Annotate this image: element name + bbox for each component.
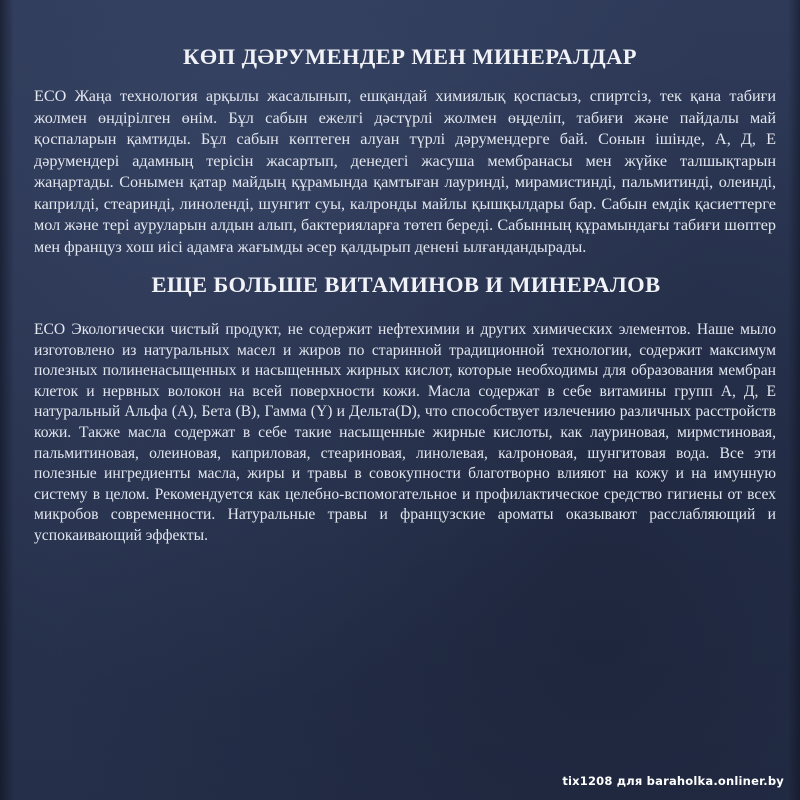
left-edge-shadow — [0, 0, 14, 800]
watermark-text: tix1208 для baraholka.onliner.by — [562, 774, 784, 788]
paragraph-russian: ЕСО Экологически чистый продукт, не содержит нефтехимии и других химических элементов. Наше мыло изготовлено из натуральных масел и жиров по старинной традиционной технологии, содержит максимум полезных полиненасыщенных и насыщенных жирных кислот, которые необходимы для образования мембран клеток и нервных волокон на всей поверхности кожи. Масла содержат в себе витамины групп А, Д, Е натуральный Альфа (А), Бета (В), Гамма (Y) и Дельта(D), что способствует излечению различных расстройств кожи. Также масла содержат в себе такие насыщенные жирные кислоты, как лауриновая, мирмстиновая, пальмитиновая, олеиновая, каприловая, стеариновая, линолевая, калроновая, шунгитовая вода. Все эти полезные ингредиенты масла, жиры и травы в совокупности благотворно влияют на кожу и на имунную систему в целом. Рекомендуется как целебно-вспомогательное и профилактическое средство гигиены от всех микробов современности. Натуральные травы и французские ароматы оказывают расслабляющий и успокаивающий эффекты. — [34, 321, 776, 544]
right-edge-shadow — [788, 0, 800, 800]
heading-kazakh: КӨП ДӘРУМЕНДЕР МЕН МИНЕРАЛДАР — [183, 44, 637, 69]
paragraph-kazakh: ЕСО Жаңа технология арқылы жасалынып, ешқандай химиялық қоспасыз, спиртсіз, тек қана табиғи жолмен өндірілген өнім. Бұл сабын ежелгі дәстүрлі жолмен өңделіп, табиғи және пайдалы май қоспаларын қамтиды. Бұл сабын көптеген алуан түрлі дәрумендерге бай. Сонын ішінде, А, Д, Е дәрумендері адамның терісін жасартып, денедегі жасуша мембранасы мен жүйке талшықтарын жаңартады. Сонымен қатар майдың құрамында қамтыған лауринді, мирамистинді, пальмитинді, олеинді, каприлді, стеаринді, линоленді, шунгит суы, калронды майлы қышқылдары бар. Сабын емдік қасиеттерге мол және тері ауруларын алдын алып, бактерияларға төтеп береді. Сабынның құрамындағы табиғи шөптер мен француз хош иісі адамға жағымды әсер қалдырып денені ылғандандырады. — [34, 87, 776, 256]
heading-russian: ЕЩЕ БОЛЬШЕ ВИТАМИНОВ И МИНЕРАЛОВ — [151, 272, 661, 297]
label-content — [34, 34, 778, 547]
